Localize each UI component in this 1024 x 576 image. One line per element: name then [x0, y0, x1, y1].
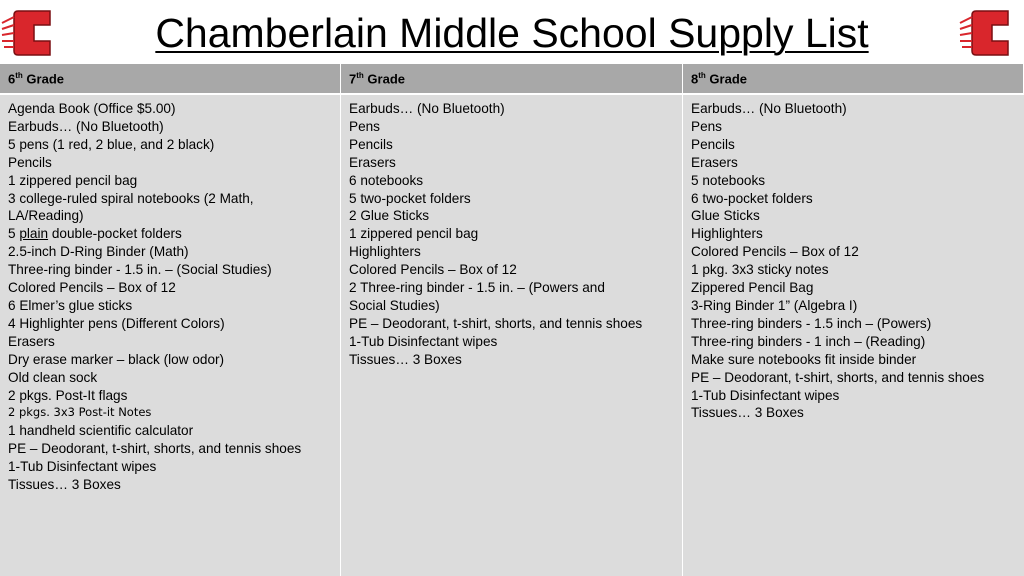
list-item: 1 zippered pencil bag: [8, 172, 138, 188]
supply-table: [0, 64, 1024, 576]
grade-7-header: 7th Grade: [341, 64, 683, 95]
list-item: Pencils: [8, 154, 52, 170]
list-item: Pens: [349, 118, 380, 134]
list-item: 1 handheld scientific calculator: [8, 423, 194, 439]
list-item: Zippered Pencil Bag: [691, 280, 814, 296]
list-item: 2 Glue Sticks: [349, 208, 430, 224]
list-item: Glue Sticks: [691, 208, 760, 224]
grade-7-list: [341, 95, 683, 576]
list-item: 1-Tub Disinfectant wipes: [349, 333, 498, 349]
list-item: 5 notebooks: [691, 172, 766, 188]
list-item: 5 pens (1 red, 2 blue, and 2 black): [8, 136, 215, 152]
list-item: Pencils: [691, 136, 735, 152]
list-item: Earbuds… (No Bluetooth): [691, 101, 847, 116]
list-item: Three-ring binder - 1.5 in. – (Social Studies): [8, 262, 272, 278]
list-item: 1-Tub Disinfectant wipes: [8, 459, 157, 475]
list-item: 2 Three-ring binder - 1.5 in. – (Powers and: [349, 280, 605, 296]
list-item: 1 pkg. 3x3 sticky notes: [691, 262, 829, 278]
list-item: 6 notebooks: [349, 172, 424, 188]
list-item: Erasers: [8, 333, 55, 349]
list-item: Tissues… 3 Boxes: [8, 477, 121, 493]
list-item: Dry erase marker – black (low odor): [8, 351, 225, 367]
list-item: PE – Deodorant, t-shirt, shorts, and tennis shoes: [8, 441, 302, 457]
list-item: Earbuds… (No Bluetooth): [349, 101, 505, 116]
list-item: 5 two-pocket folders: [349, 190, 471, 206]
grade-8-header: 8th Grade: [683, 64, 1024, 95]
list-item: Three-ring binders - 1 inch – (Reading): [691, 333, 926, 349]
list-item: Three-ring binders - 1.5 inch – (Powers): [691, 315, 932, 331]
list-item: Pens: [691, 118, 722, 134]
grade-6-list: [0, 95, 341, 576]
list-item: 4 Highlighter pens (Different Colors): [8, 315, 225, 331]
list-item: 2 pkgs. 3x3 Post-it Notes: [8, 405, 152, 420]
list-item: Tissues… 3 Boxes: [349, 351, 462, 367]
list-item: PE – Deodorant, t-shirt, shorts, and tennis shoes: [691, 369, 985, 385]
list-item: Erasers: [349, 154, 396, 170]
list-item: 2.5-inch D-Ring Binder (Math): [8, 244, 189, 260]
list-item: Highlighters: [691, 226, 763, 242]
list-item: 6 two-pocket folders: [691, 190, 813, 206]
list-item: Colored Pencils – Box of 12: [349, 262, 517, 278]
list-item: Erasers: [691, 154, 738, 170]
list-item: Tissues… 3 Boxes: [691, 405, 804, 421]
list-item: Colored Pencils – Box of 12: [8, 280, 176, 296]
grade-8-list: [683, 95, 1024, 576]
list-item: Highlighters: [349, 244, 421, 260]
list-item: 1 zippered pencil bag: [349, 226, 479, 242]
list-item: Earbuds… (No Bluetooth): [8, 118, 164, 134]
list-item: 6 Elmer’s glue sticks: [8, 297, 133, 313]
list-item: Social Studies): [349, 297, 440, 313]
list-item: 3 college-ruled spiral notebooks (2 Math,: [8, 190, 254, 206]
list-item: Agenda Book (Office $5.00): [8, 101, 176, 116]
list-item: PE – Deodorant, t-shirt, shorts, and tennis shoes: [349, 315, 643, 331]
grade-6-header: 6th Grade: [0, 64, 341, 95]
list-item: Old clean sock: [8, 369, 98, 385]
list-item: Pencils: [349, 136, 393, 152]
list-item: 2 pkgs. Post-It flags: [8, 387, 128, 403]
list-item: Make sure notebooks fit inside binder: [691, 351, 917, 367]
list-item: 3-Ring Binder 1” (Algebra I): [691, 297, 858, 313]
list-item: Colored Pencils – Box of 12: [691, 244, 859, 260]
list-item: LA/Reading): [8, 208, 84, 224]
list-item: 1-Tub Disinfectant wipes: [691, 387, 840, 403]
page-title: Chamberlain Middle School Supply List: [155, 10, 869, 56]
list-item: 5 plain double-pocket folders: [8, 226, 182, 242]
